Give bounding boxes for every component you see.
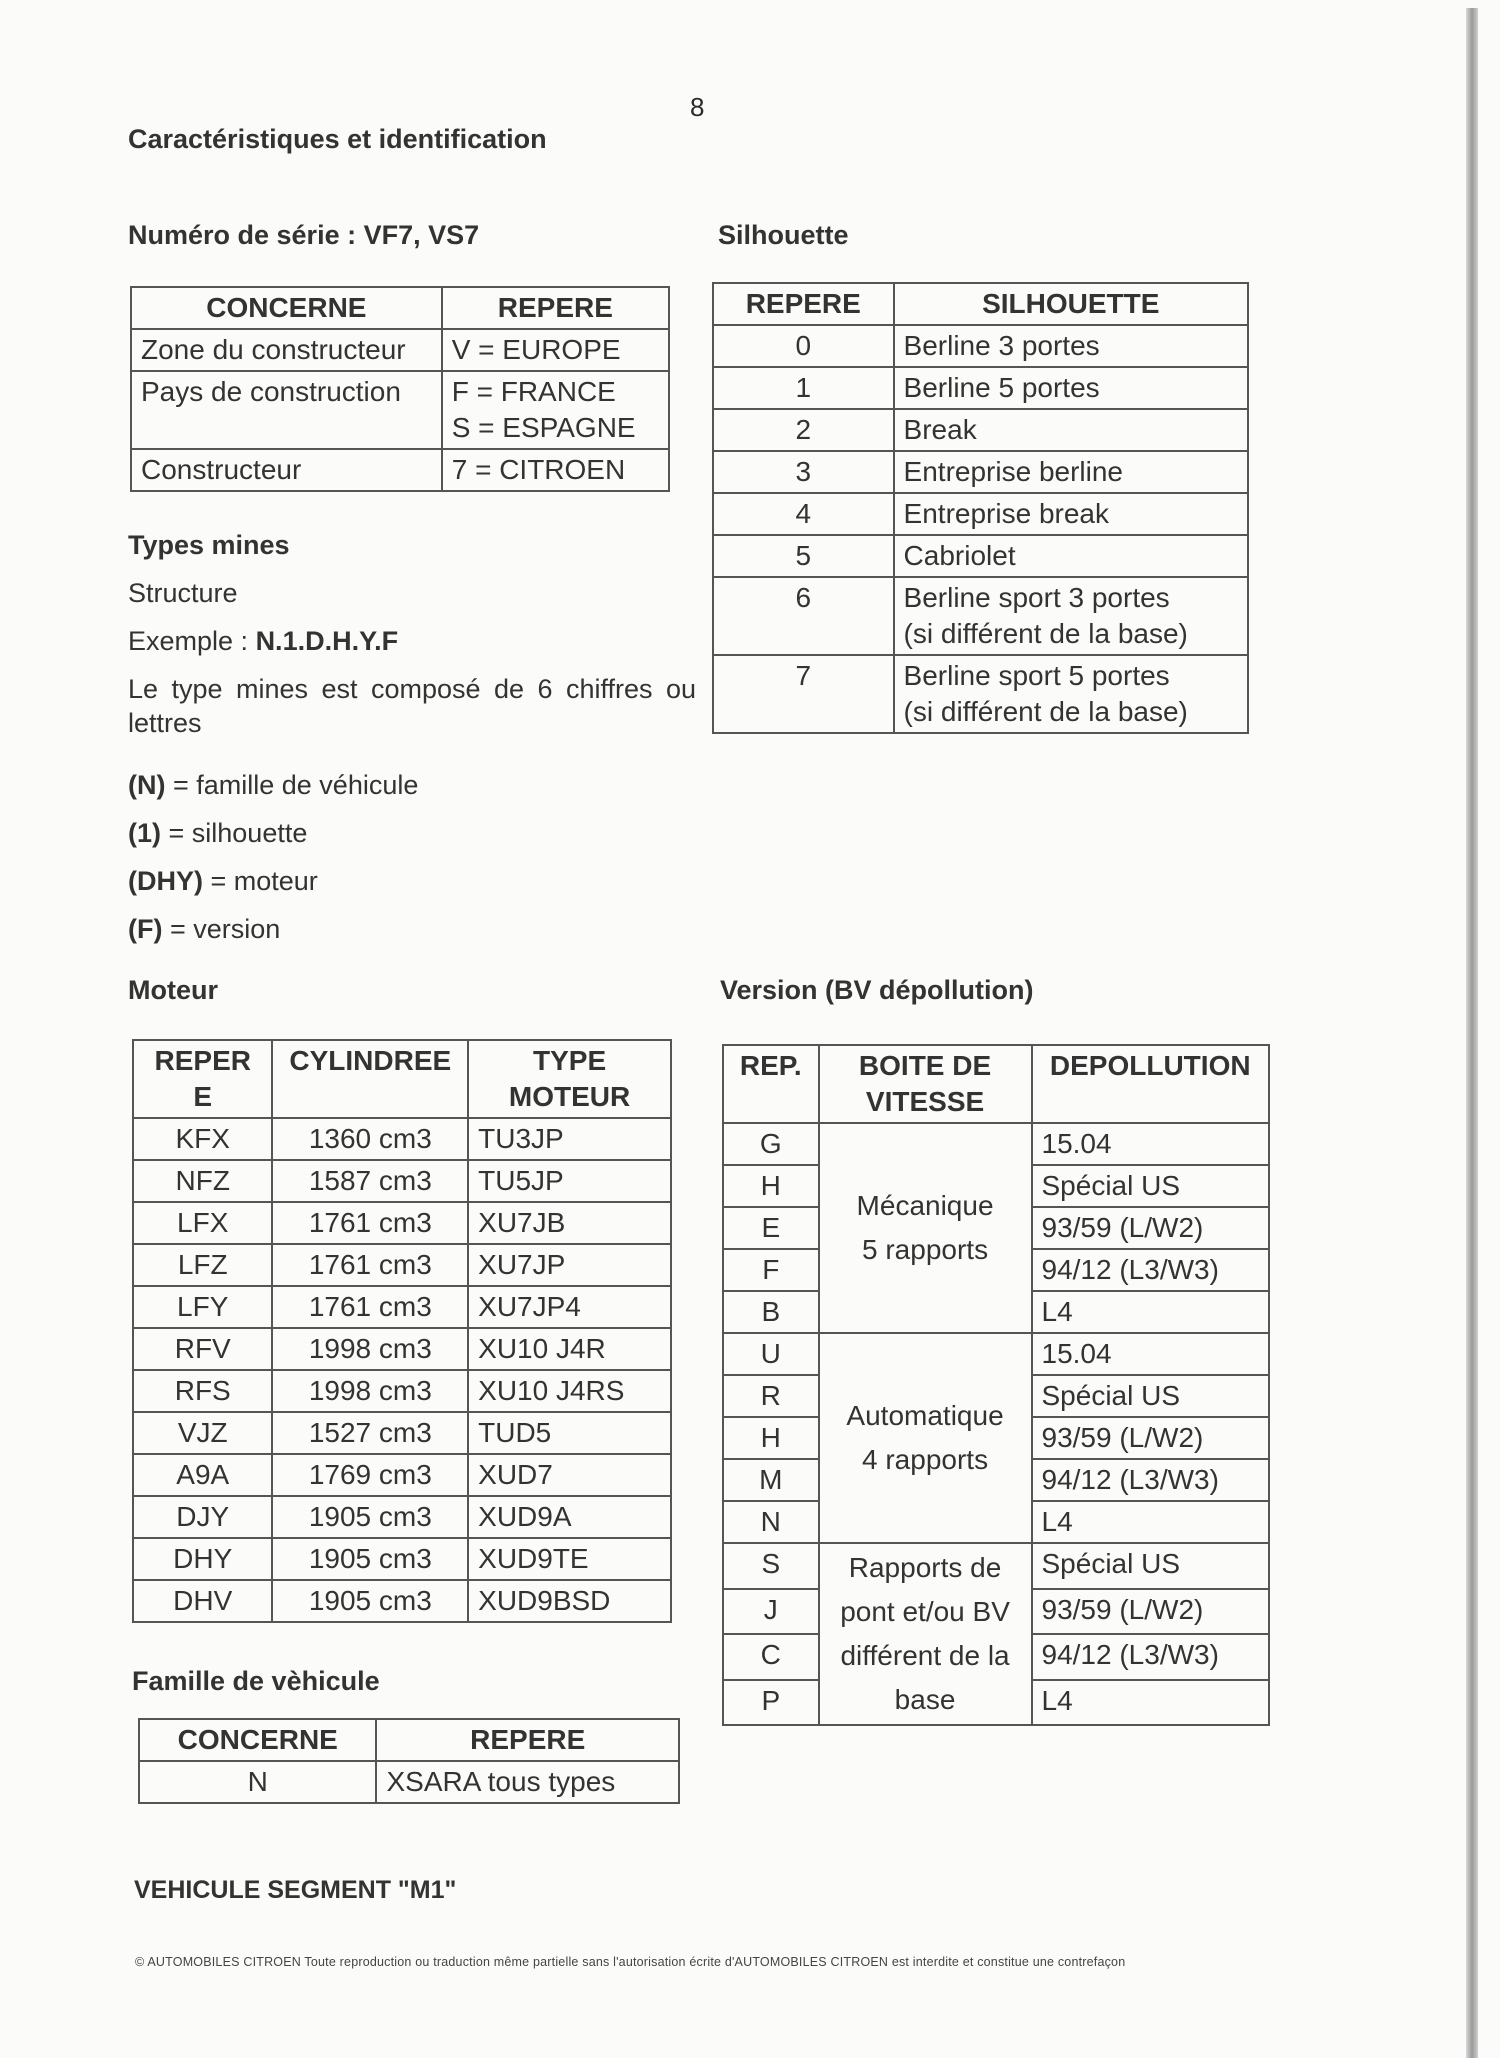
table-cell: 3 [713, 451, 894, 493]
table-cell: A9A [133, 1454, 272, 1496]
table-cell: 1761 cm3 [272, 1286, 468, 1328]
table-header-row [133, 1040, 671, 1118]
table-cell: LFX [133, 1202, 272, 1244]
table-cell: TU5JP [468, 1160, 671, 1202]
table-row [131, 371, 669, 449]
table-cell: 1761 cm3 [272, 1202, 468, 1244]
copyright-notice: © AUTOMOBILES CITROEN Toute reproduction ou traduction même partielle sans l'autorisation écrite d'AUTOMOBILES CITROEN est interdite et constitue une contrefaçon [135, 1955, 1126, 1969]
table-cell: 15.04 [1032, 1123, 1270, 1165]
table-cell: G [723, 1123, 819, 1165]
table-cell: XUD9BSD [468, 1580, 671, 1622]
table-cell: 94/12 (L3/W3) [1032, 1634, 1270, 1680]
table-cell: Berline sport 3 portes (si différent de la base) [894, 577, 1248, 655]
famille-heading: Famille de vèhicule [132, 1666, 380, 1696]
table-row [133, 1538, 671, 1580]
table-cell: Spécial US [1032, 1543, 1270, 1589]
table-cell: 7 [713, 655, 894, 733]
legend-code: (F) [128, 914, 163, 944]
legend-code: (DHY) [128, 866, 203, 896]
table-row [133, 1286, 671, 1328]
table-cell: J [723, 1589, 819, 1635]
serial-table [130, 286, 670, 492]
table-cell: XUD7 [468, 1454, 671, 1496]
table-cell: DHV [133, 1580, 272, 1622]
table-cell: 93/59 (L/W2) [1032, 1207, 1270, 1249]
page-title: Caractéristiques et identification [128, 124, 547, 154]
table-cell: L4 [1032, 1291, 1270, 1333]
table-cell: L4 [1032, 1501, 1270, 1543]
table-row [723, 1543, 1269, 1589]
legend-item [128, 770, 418, 801]
table-row [133, 1328, 671, 1370]
table-cell: U [723, 1333, 819, 1375]
table-cell: 1 [713, 367, 894, 409]
table-cell: 1905 cm3 [272, 1580, 468, 1622]
column-header: REPERE [713, 283, 894, 325]
column-header: BOITE DE VITESSE [819, 1045, 1032, 1123]
table-cell: LFZ [133, 1244, 272, 1286]
legend-item [128, 818, 307, 849]
table-row [713, 655, 1248, 733]
table-cell: F = FRANCE S = ESPAGNE [442, 371, 669, 449]
table-cell: 4 [713, 493, 894, 535]
column-header: CYLINDREE [272, 1040, 468, 1118]
table-cell: KFX [133, 1118, 272, 1160]
table-cell: XU10 J4RS [468, 1370, 671, 1412]
example-line [128, 626, 398, 657]
table-cell: TUD5 [468, 1412, 671, 1454]
table-cell: P [723, 1680, 819, 1726]
table-cell: NFZ [133, 1160, 272, 1202]
types-mines-description: Le type mines est composé de 6 chiffres ou lettres [128, 674, 696, 738]
legend-text: = famille de véhicule [165, 770, 419, 800]
table-cell: 94/12 (L3/W3) [1032, 1249, 1270, 1291]
table-row [131, 449, 669, 491]
table-cell: DJY [133, 1496, 272, 1538]
table-row [713, 577, 1248, 655]
column-header: REPERE [442, 287, 669, 329]
table-row [713, 451, 1248, 493]
table-cell: TU3JP [468, 1118, 671, 1160]
table-row [133, 1370, 671, 1412]
table-row [713, 325, 1248, 367]
table-cell: Constructeur [131, 449, 442, 491]
column-header: REPERE [376, 1719, 679, 1761]
table-cell: XSARA tous types [376, 1761, 679, 1803]
table-cell: 1998 cm3 [272, 1328, 468, 1370]
table-cell: 1769 cm3 [272, 1454, 468, 1496]
gearbox-cell: Mécanique 5 rapports [819, 1123, 1032, 1333]
table-row [713, 535, 1248, 577]
table-row [133, 1202, 671, 1244]
table-cell: Entreprise berline [894, 451, 1248, 493]
table-cell: R [723, 1375, 819, 1417]
table-cell: 0 [713, 325, 894, 367]
table-cell: M [723, 1459, 819, 1501]
table-cell: 1998 cm3 [272, 1370, 468, 1412]
legend-code: (1) [128, 818, 161, 848]
table-cell: Entreprise break [894, 493, 1248, 535]
column-header: DEPOLLUTION [1032, 1045, 1270, 1123]
table-cell: E [723, 1207, 819, 1249]
silhouette-heading: Silhouette [718, 220, 849, 250]
legend-item [128, 914, 280, 945]
table-row [133, 1496, 671, 1538]
column-header: TYPE MOTEUR [468, 1040, 671, 1118]
column-header: CONCERNE [131, 287, 442, 329]
table-cell: Cabriolet [894, 535, 1248, 577]
table-cell: XU7JP4 [468, 1286, 671, 1328]
table-row [133, 1580, 671, 1622]
table-row [133, 1244, 671, 1286]
structure-label: Structure [128, 578, 238, 608]
moteur-heading: Moteur [128, 975, 218, 1005]
table-cell: XU7JP [468, 1244, 671, 1286]
table-cell: 1761 cm3 [272, 1244, 468, 1286]
example-label: Exemple : [128, 626, 256, 656]
table-cell: XUD9A [468, 1496, 671, 1538]
types-mines-heading: Types mines [128, 530, 290, 560]
table-cell: XU7JB [468, 1202, 671, 1244]
table-cell: L4 [1032, 1680, 1270, 1726]
moteur-table [132, 1039, 672, 1623]
table-row [133, 1160, 671, 1202]
table-cell: H [723, 1165, 819, 1207]
gearbox-cell: Rapports de pont et/ou BV différent de la base [819, 1543, 1032, 1725]
table-header-row [713, 283, 1248, 325]
column-header: REP. [723, 1045, 819, 1123]
table-cell: 1360 cm3 [272, 1118, 468, 1160]
column-header: CONCERNE [139, 1719, 376, 1761]
table-cell: 1587 cm3 [272, 1160, 468, 1202]
legend-text: = version [162, 914, 281, 944]
table-row [131, 329, 669, 371]
table-cell: XUD9TE [468, 1538, 671, 1580]
legend-code: (N) [128, 770, 166, 800]
gearbox-cell: Automatique 4 rapports [819, 1333, 1032, 1543]
table-cell: Break [894, 409, 1248, 451]
table-cell: Pays de construction [131, 371, 442, 449]
table-cell: F [723, 1249, 819, 1291]
table-cell: N [723, 1501, 819, 1543]
legend-text: = moteur [203, 866, 318, 896]
table-cell: 94/12 (L3/W3) [1032, 1459, 1270, 1501]
version-heading: Version (BV dépollution) [720, 975, 1034, 1005]
page-number: 8 [690, 92, 705, 122]
page-edge-shadow [1466, 8, 1478, 2058]
silhouette-table [712, 282, 1249, 734]
table-row [713, 367, 1248, 409]
version-table [722, 1044, 1270, 1726]
legend-text: = silhouette [161, 818, 308, 848]
table-cell: S [723, 1543, 819, 1589]
table-cell: Spécial US [1032, 1375, 1270, 1417]
table-cell: RFS [133, 1370, 272, 1412]
table-cell: 15.04 [1032, 1333, 1270, 1375]
table-cell: C [723, 1634, 819, 1680]
column-header: SILHOUETTE [894, 283, 1248, 325]
table-cell: DHY [133, 1538, 272, 1580]
table-cell: 93/59 (L/W2) [1032, 1589, 1270, 1635]
legend-item [128, 866, 318, 897]
table-cell: Spécial US [1032, 1165, 1270, 1207]
table-row [139, 1761, 679, 1803]
table-row [133, 1118, 671, 1160]
table-cell: Berline 3 portes [894, 325, 1248, 367]
table-row [723, 1123, 1269, 1165]
table-cell: 1905 cm3 [272, 1538, 468, 1580]
example-value: N.1.D.H.Y.F [255, 626, 399, 656]
table-cell: H [723, 1417, 819, 1459]
table-row [713, 493, 1248, 535]
famille-table [138, 1718, 680, 1804]
table-cell: 1527 cm3 [272, 1412, 468, 1454]
table-row [713, 409, 1248, 451]
table-cell: 93/59 (L/W2) [1032, 1417, 1270, 1459]
table-row [723, 1333, 1269, 1375]
table-row [133, 1412, 671, 1454]
table-cell: RFV [133, 1328, 272, 1370]
table-cell: LFY [133, 1286, 272, 1328]
table-cell: V = EUROPE [442, 329, 669, 371]
column-header: REPER E [133, 1040, 272, 1118]
table-cell: VJZ [133, 1412, 272, 1454]
table-cell: Berline sport 5 portes (si différent de la base) [894, 655, 1248, 733]
table-cell: 6 [713, 577, 894, 655]
table-header-row [131, 287, 669, 329]
table-row [133, 1454, 671, 1496]
table-cell: 2 [713, 409, 894, 451]
table-cell: 5 [713, 535, 894, 577]
table-cell: B [723, 1291, 819, 1333]
segment-label: VEHICULE SEGMENT "M1" [134, 1876, 457, 1904]
table-cell: Zone du constructeur [131, 329, 442, 371]
table-cell: 7 = CITROEN [442, 449, 669, 491]
table-cell: Berline 5 portes [894, 367, 1248, 409]
table-header-row [139, 1719, 679, 1761]
table-cell: 1905 cm3 [272, 1496, 468, 1538]
table-header-row [723, 1045, 1269, 1123]
serial-heading: Numéro de série : VF7, VS7 [128, 220, 480, 250]
table-cell: XU10 J4R [468, 1328, 671, 1370]
table-cell: N [139, 1761, 376, 1803]
